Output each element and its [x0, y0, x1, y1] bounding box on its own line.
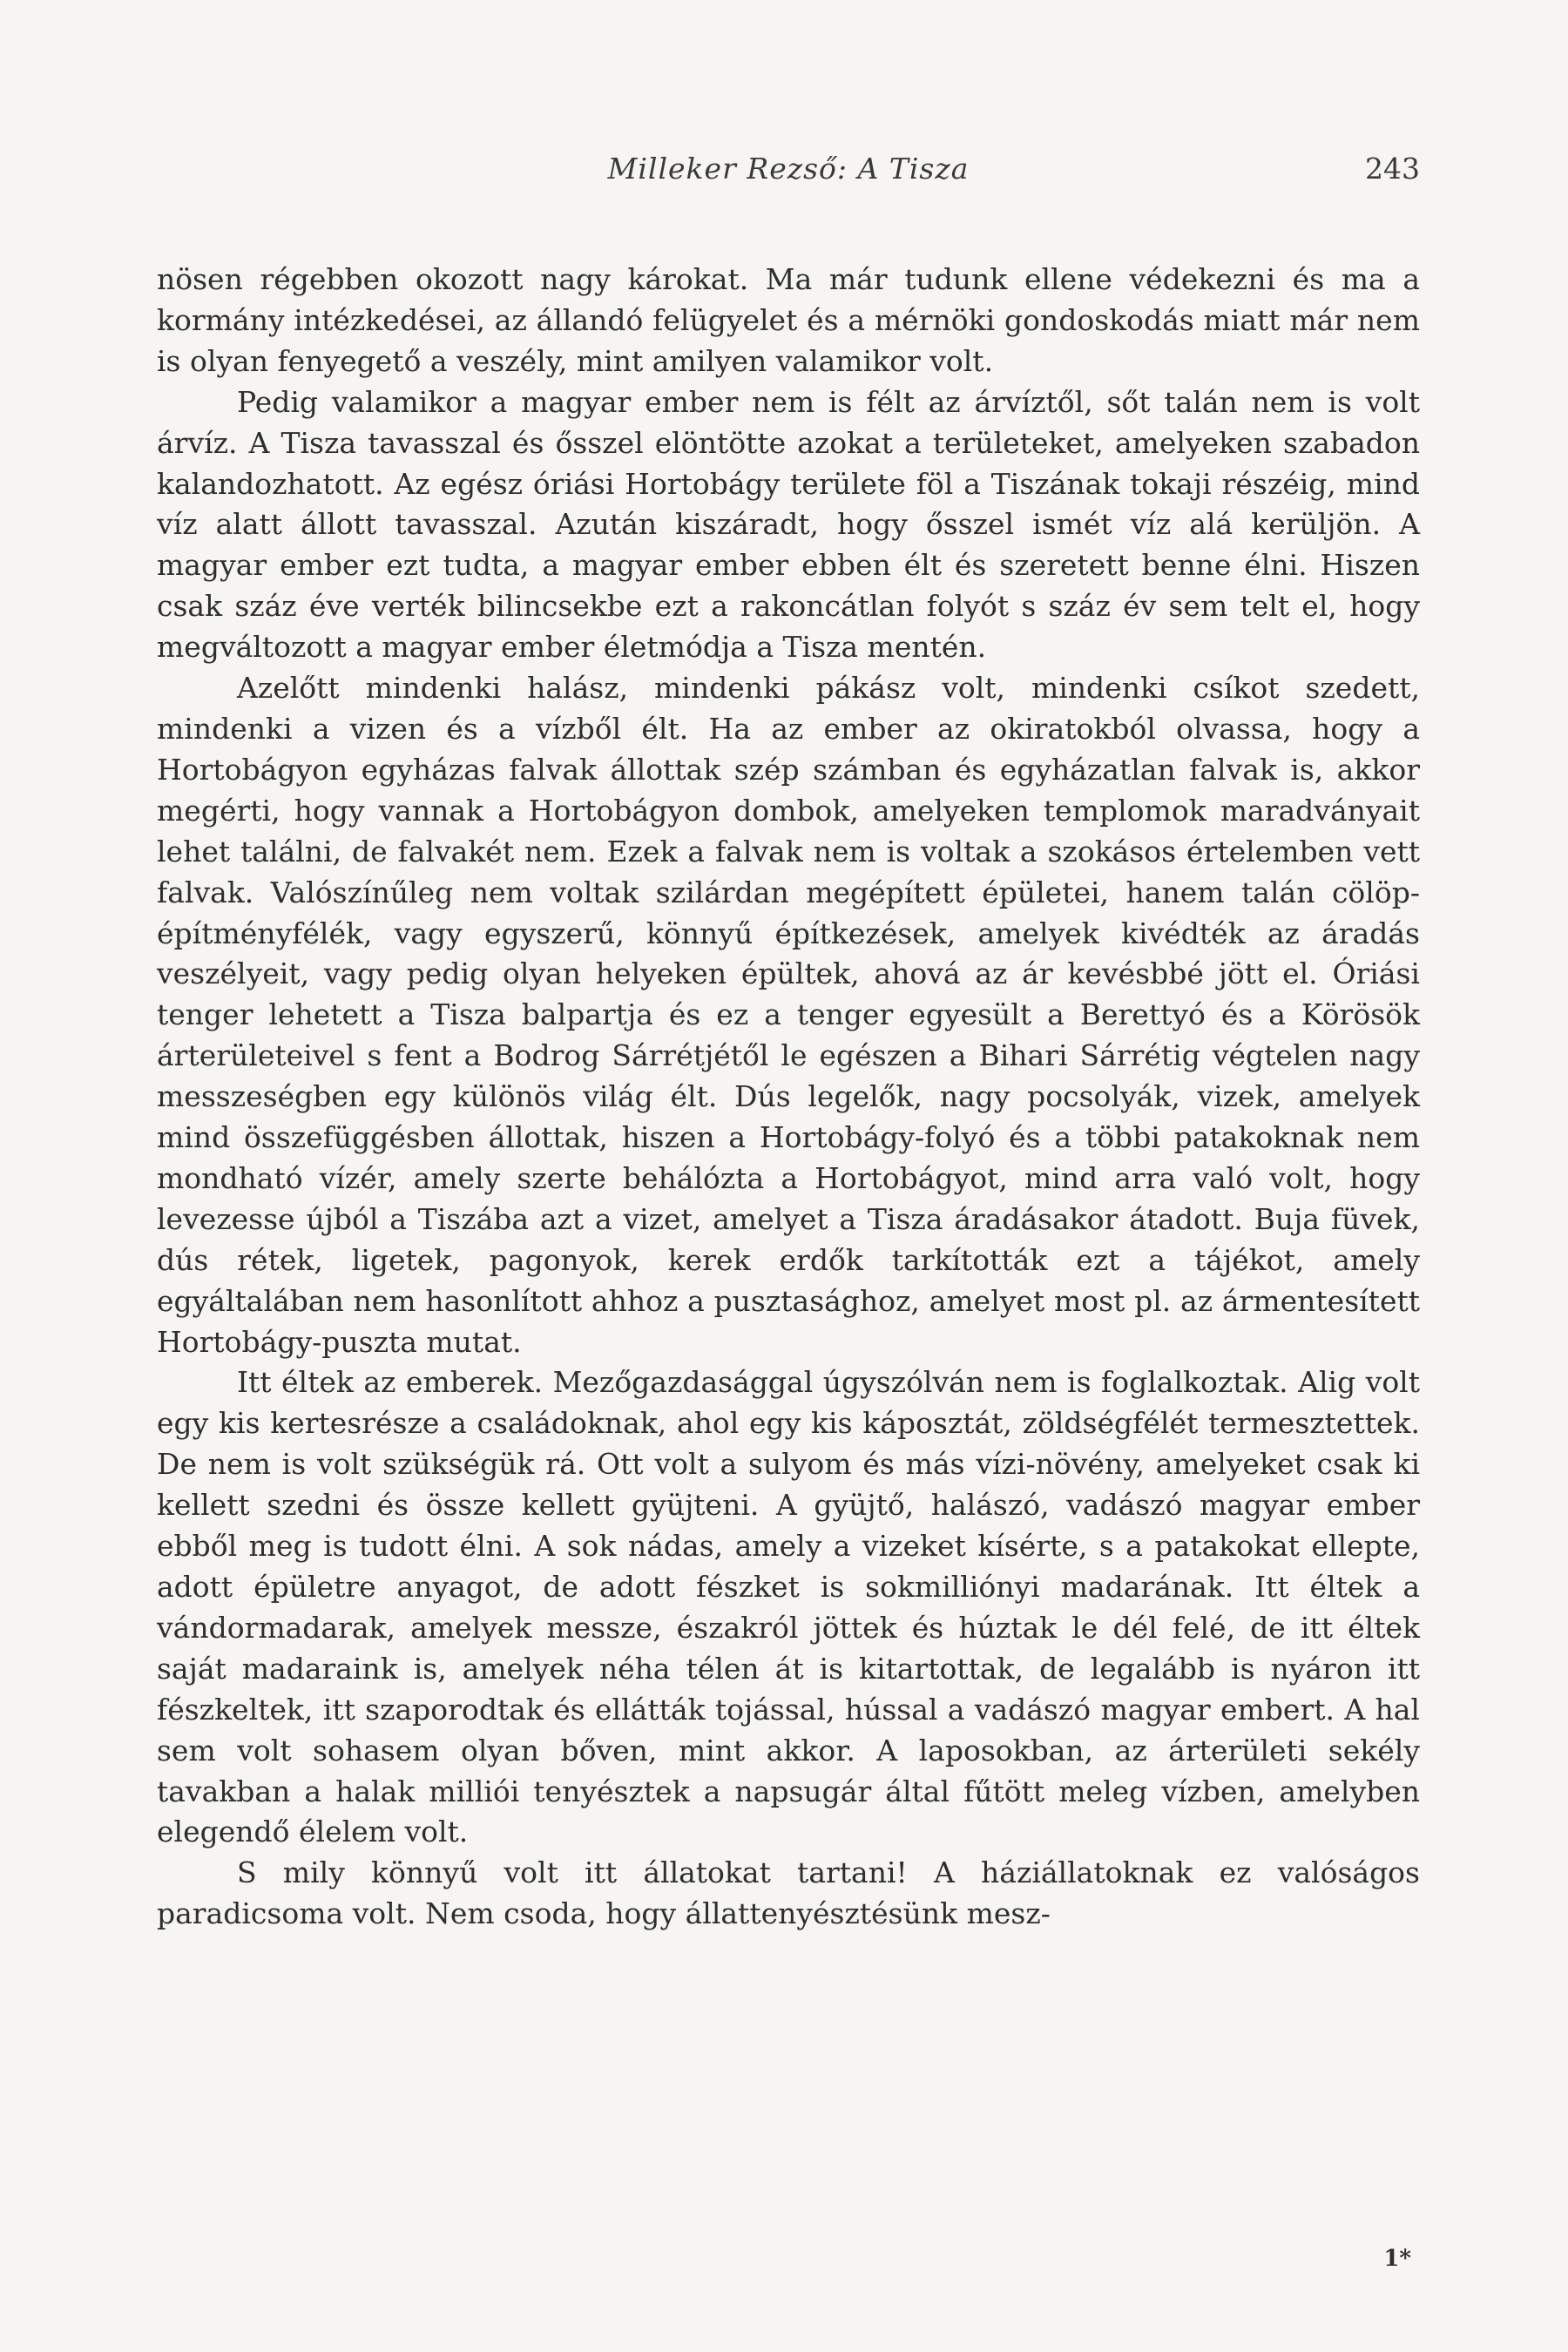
- signature-mark: 1*: [1383, 2246, 1411, 2272]
- paragraph: Pedig valamikor a magyar ember nem is félt az árvíztől, sőt talán nem is volt árvíz. A Tisza tavasszal és ősszel elöntötte azokat a területeket, amelyeken szabadon kalandozhatott. Az egész óriási Hortobágy területe föl a Tiszának tokaji részéig, mind víz alatt állott tavasszal. Azután kiszáradt, hogy ősszel ismét víz alá kerüljön. A magyar ember ezt tudta, a magyar ember ebben élt és szeretett benne élni. Hiszen csak száz éve verték bilincsekbe ezt a rakoncátlan folyót s száz év sem telt el, hogy megváltozott a magyar ember életmódja a Tisza mentén.: [157, 384, 1420, 665]
- paragraph: Azelőtt mindenki halász, mindenki pákász volt, mindenki csíkot szedett, mindenki a vizen és a vízből élt. Ha az ember az okiratokból olvassa, hogy a Hortobágyon egyházas falvak állottak szép számban és egyházatlan falvak is, akkor megérti, hogy vannak a Hortobágyon dombok, amelyeken templomok maradványait lehet találni, de falvakét nem. Ezek a falvak nem is voltak a szokásos értelemben vett falvak. Valószínűleg nem voltak szilárdan megépített épületei, hanem talán cölöp-építményfélék, vagy egyszerű, könnyű építkezések, amelyek kivédték az áradás veszélyeit, vagy pedig olyan helyeken épültek, ahová az ár kevésbbé jött el. Óriási tenger lehetett a Tisza balpartja és ez a tenger egyesült a Berettyó és a Körösök árterületeivel s fent a Bodrog Sárrétjétől le egészen a Bihari Sárrétig végtelen nagy messzeségben egy különös világ élt. Dús legelők, nagy pocsolyák, vizek, amelyek mind összefüggésben állottak, hiszen a Hortobágy-folyó és a többi patakoknak nem mondható vízér, amely szerte behálózta a Hortobágyot, mind arra való volt, hogy levezesse újból a Tiszába azt a vizet, amelyet a Tisza áradásakor átadott. Buja füvek, dús rétek, ligetek, pagonyok, kerek erdők tarkították ezt a tájékot, amely egyáltalában nem hasonlított ahhoz a pusztasághoz, amelyet most pl. az ármentesített Hortobágy-puszta mutat.: [157, 671, 1420, 1359]
- paragraph: S mily könnyű volt itt állatokat tartani! A háziállatoknak ez valóságos paradicsoma volt. Nem csoda, hogy állattenyésztésünk mesz-: [157, 1855, 1420, 1931]
- page-header: [157, 152, 1420, 190]
- paragraph: nösen régebben okozott nagy károkat. Ma már tudunk ellene védekezni és ma a kormány intézkedései, az állandó felügyelet és a mérnöki gondoskodás miatt már nem is olyan fenyegető a veszély, mint amilyen valamikor volt.: [157, 262, 1420, 378]
- page-number: 243: [1365, 152, 1420, 186]
- paragraph: Itt éltek az emberek. Mezőgazdasággal úgyszólván nem is foglalkoztak. Alig volt egy kis kertesrésze a családoknak, ahol egy kis káposztát, zöldségfélét termesztettek. De nem is volt szükségük rá. Ott volt a sulyom és más vízi-növény, amelyeket csak ki kellett szedni és össze kellett gyüjteni. A gyüjtő, halászó, vadászó magyar ember ebből meg is tudott élni. A sok nádas, amely a vizeket kísérte, s a patakokat ellepte, adott épületre anyagot, de adott fészket is sokmilliónyi madarának. Itt éltek a vándormadarak, amelyek messze, északról jöttek és húztak le dél felé, de itt éltek saját madaraink is, amelyek néha télen át is kitartottak, de legalább is nyáron itt fészkeltek, itt szaporodtak és ellátták tojással, hússal a vadászó magyar embert. A hal sem volt sohasem olyan bőven, mint akkor. A laposokban, az árterületi sekély tavakban a halak milliói tenyésztek a napsugár által fűtött meleg vízben, amelyben elegendő élelem volt.: [157, 1365, 1420, 1849]
- body-text: [157, 260, 1420, 1935]
- running-title: Milleker Rezső: A Tisza: [607, 152, 970, 186]
